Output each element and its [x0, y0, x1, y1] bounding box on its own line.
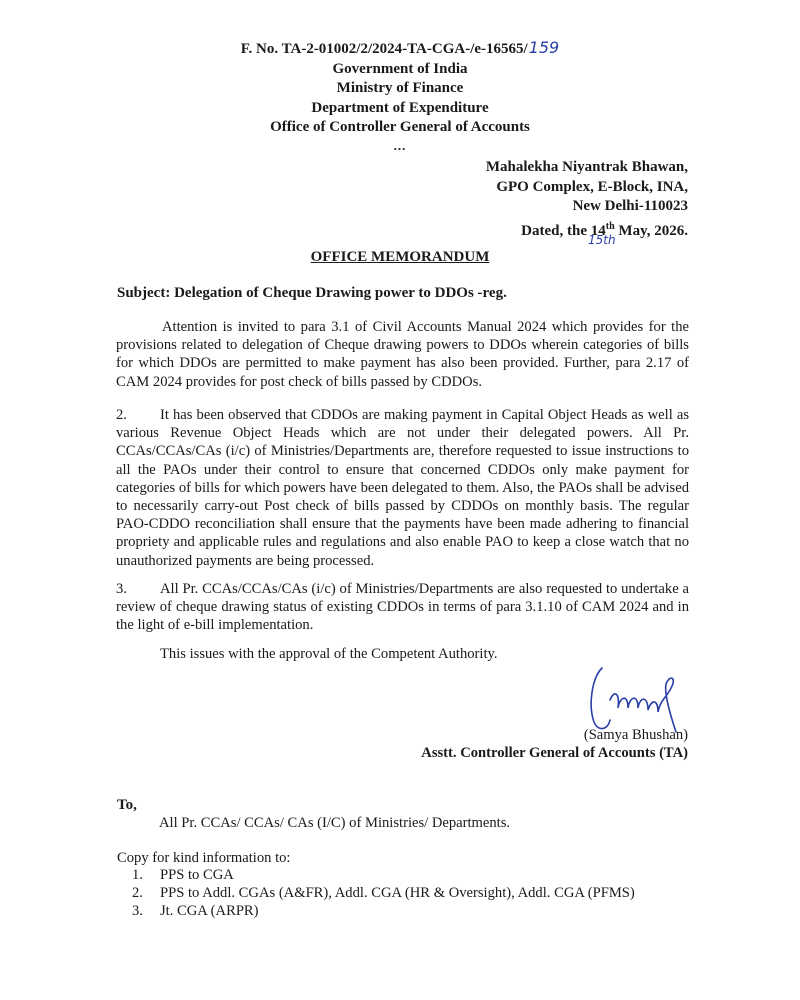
letterhead	[0, 38, 800, 154]
copy-item-number: 2.	[132, 885, 143, 901]
subject-line: Subject: Delegation of Cheque Drawing power to DDOs -reg.	[117, 285, 507, 301]
copy-item-number: 1.	[132, 867, 143, 883]
copy-list-item	[132, 902, 635, 920]
date-prefix: Dated, the 14	[521, 222, 606, 239]
file-number-text: F. No. TA-2-01002/2/2024-TA-CGA-/e-16565/	[240, 41, 528, 57]
govt-line: Government of India	[332, 60, 468, 77]
ministry-line: Ministry of Finance	[336, 80, 464, 96]
paragraph-3	[116, 580, 689, 635]
copy-heading: Copy for kind information to:	[117, 850, 291, 866]
date-handwritten-correction: 15th	[588, 233, 616, 247]
recipients-line: All Pr. CCAs/ CCAs/ CAs (I/C) of Ministries/ Departments.	[159, 815, 511, 831]
paragraph-3-text: All Pr. CCAs/CCAs/CAs (i/c) of Ministries/Departments are also requested to undertake a review of cheque drawing status of existing CDDOs in terms of para 3.1.10 of CAM 2024 and in the light of e-bill implementation.	[116, 581, 689, 634]
signatory-designation: Asstt. Controller General of Accounts (TA)	[421, 745, 688, 761]
copy-item-text: PPS to Addl. CGAs (A&FR), Addl. CGA (HR & Oversight), Addl. CGA (PFMS)	[160, 885, 635, 901]
copy-list-item	[132, 884, 635, 902]
date-line	[368, 217, 688, 242]
memo-title	[0, 249, 800, 266]
copy-list-item	[132, 866, 635, 884]
to-label: To,	[117, 797, 137, 813]
signatory-name: (Samya Bhushan)	[583, 727, 688, 743]
address-line-3: New Delhi-110023	[572, 198, 688, 214]
date-superscript: th	[605, 220, 615, 232]
paragraph-1: Attention is invited to para 3.1 of Civil Accounts Manual 2024 which provides for the provisions related to delegation of Cheque drawing powers to DDOs wherein categories of bills for which DDOs are permitted to make payment has also been provided. Further, para 2.17 of CAM 2024 provides for post check of bills passed by CDDOs.	[116, 319, 689, 390]
paragraph-2	[116, 406, 689, 570]
file-number-handwritten: 159	[528, 38, 560, 57]
copy-list	[132, 866, 635, 920]
office-line: Office of Controller General of Accounts	[270, 119, 530, 135]
approval-line: This issues with the approval of the Competent Authority.	[160, 646, 498, 662]
header-separator: ...	[393, 137, 407, 153]
copy-item-text: PPS to CGA	[160, 867, 234, 883]
department-line: Department of Expenditure	[311, 99, 489, 116]
paragraph-3-number: 3.	[116, 581, 127, 597]
file-number	[0, 38, 800, 60]
paragraph-2-text: It has been observed that CDDOs are making payment in Capital Object Heads as well as various Revenue Object Heads which are not under their delegated powers. All Pr. CCAs/CCAs/CAs (i/c) of Ministries/Departments are, therefore requested to issue instructions to all the PAOs under their control to ensure that concerned CDDOs only make payment for categories of bills for which powers have been delegated to them. Also, the PAOs shall be advised to necessarily carry-out Post check of bills passed by CDDOs on monthly basis. The regular PAO-CDDO reconciliation shall ensure that the payments have been made adhering to financial propriety and applicable rules and regulations and also enable PAO to keep a close watch that no unauthorized payments are being processed.	[116, 407, 689, 569]
address-line-2: GPO Complex, E-Block, INA,	[496, 178, 688, 195]
paragraph-2-number: 2.	[116, 407, 127, 423]
date-suffix: May, 2026.	[614, 222, 688, 239]
address-line-1: Mahalekha Niyantrak Bhawan,	[485, 159, 688, 175]
address-block	[368, 158, 688, 241]
copy-item-text: Jt. CGA (ARPR)	[160, 903, 259, 919]
copy-item-number: 3.	[132, 903, 143, 919]
memo-title-text: OFFICE MEMORANDUM	[310, 249, 490, 265]
